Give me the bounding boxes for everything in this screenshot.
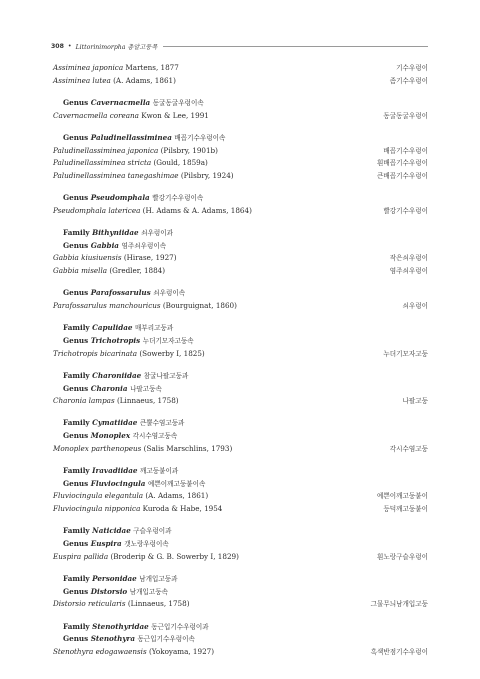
genus-heading xyxy=(53,633,428,646)
genus-heading xyxy=(53,240,428,253)
korean-name: 동근입기수우렁이속 xyxy=(137,635,195,644)
species-entry xyxy=(53,395,428,408)
family-heading xyxy=(53,370,428,383)
rank-label: Family xyxy=(63,418,90,428)
author-citation: (Hirase, 1927) xyxy=(123,253,177,263)
page-number: 308 xyxy=(51,42,64,50)
korean-common-name: 염주쇠우렁이 xyxy=(389,267,428,276)
taxon-name: Parafossarulus xyxy=(90,288,151,298)
taxon-name: Naticidae xyxy=(92,526,131,536)
scientific-name: Stenothyra edogawaensis xyxy=(53,647,147,657)
species-entry xyxy=(53,110,428,123)
rank-label: Family xyxy=(63,466,90,476)
taxon-name: Fluviocingula xyxy=(90,478,146,488)
scientific-name: Assiminea japonica xyxy=(53,63,124,72)
taxon-name: Bithyniidae xyxy=(92,228,139,238)
block-gap xyxy=(53,360,428,370)
genus-heading xyxy=(53,192,428,205)
species-name-author xyxy=(53,443,232,455)
author-citation: (A. Adams, 1861) xyxy=(113,75,176,85)
rank-label: Genus xyxy=(63,431,89,441)
genus-heading xyxy=(53,335,428,348)
korean-common-name: 각시수염고둥 xyxy=(389,444,428,453)
author-citation: (Pilsbry, 1901b) xyxy=(160,145,218,155)
korean-name: 매부리고둥과 xyxy=(135,324,174,333)
author-citation: (Pilsbry, 1924) xyxy=(180,170,234,180)
scientific-name: Gabbia kiusiuensis xyxy=(53,253,122,263)
author-citation: (Salis Marschlins, 1793) xyxy=(143,443,233,453)
block-gap xyxy=(53,278,428,288)
genus-heading xyxy=(53,383,428,396)
author-citation: (Gredler, 1884) xyxy=(109,266,166,276)
korean-name: 누더기모자고둥속 xyxy=(142,336,194,345)
family-heading xyxy=(53,322,428,335)
family-heading xyxy=(53,227,428,240)
taxon-name: Charoniidae xyxy=(92,370,142,380)
block-gap xyxy=(53,516,428,526)
taxon-name: Monoplex xyxy=(90,431,131,441)
korean-common-name: 누더기모자고둥 xyxy=(383,349,428,358)
species-name-author xyxy=(53,75,176,87)
author-citation: Kwon & Lee, 1991 xyxy=(141,110,209,120)
rank-label: Family xyxy=(63,526,90,536)
species-name-author xyxy=(53,646,214,658)
rank-label: Genus xyxy=(63,539,89,549)
family-heading xyxy=(53,573,428,586)
scientific-name: Paludinellassiminea tanegashimae xyxy=(53,170,179,180)
scientific-name: Paludinellassiminea japonica xyxy=(53,145,159,155)
scientific-name: Distorsio reticularis xyxy=(53,599,126,609)
korean-common-name: 그물무늬남개입고둥 xyxy=(370,600,428,609)
scientific-name: Fluviocingula elegantula xyxy=(53,491,144,501)
species-name-author xyxy=(53,157,208,169)
taxon-name: Paludinellassiminea xyxy=(90,132,172,142)
genus-heading xyxy=(53,132,428,145)
genus-heading xyxy=(53,287,428,300)
genus-heading xyxy=(53,97,428,110)
scientific-name: Parafossarulus manchouricus xyxy=(53,301,161,311)
scientific-name: Monoplex parthenopeus xyxy=(53,443,142,453)
family-heading xyxy=(53,525,428,538)
rank-label: Family xyxy=(63,228,90,238)
taxon-name: Capulidae xyxy=(92,323,133,333)
species-entry xyxy=(53,265,428,278)
block-gap xyxy=(53,218,428,228)
taxon-name: Pseudomphala xyxy=(90,193,150,203)
species-name-author xyxy=(53,265,165,277)
species-name-author xyxy=(53,503,222,515)
genus-heading xyxy=(53,430,428,443)
species-name-author xyxy=(53,252,177,264)
species-entry xyxy=(53,300,428,313)
author-citation: (Bourguignat, 1860) xyxy=(162,301,237,311)
species-name-author xyxy=(53,205,252,217)
block-gap xyxy=(53,408,428,418)
rank-label: Genus xyxy=(63,240,89,250)
taxon-name: Charonia xyxy=(90,383,128,393)
korean-common-name: 나팔고둥 xyxy=(402,397,428,406)
species-name-author xyxy=(53,170,234,182)
taxon-name: Iravadiidae xyxy=(92,466,138,476)
rank-label: Genus xyxy=(63,383,89,393)
korean-name: 동굴동굴우렁이속 xyxy=(152,98,204,107)
korean-common-name: 작은쇠우렁이 xyxy=(389,254,428,263)
species-name-author xyxy=(53,598,190,610)
species-entry xyxy=(53,170,428,183)
rank-label: Genus xyxy=(63,97,89,107)
korean-name: 빨강기수우렁이속 xyxy=(152,194,204,203)
author-citation: (H. Adams & A. Adams, 1864) xyxy=(142,205,252,215)
species-entry xyxy=(53,145,428,158)
author-citation: (Sowerby I, 1825) xyxy=(139,348,205,358)
korean-common-name: 예쁜이깨고둥붙이 xyxy=(377,492,428,501)
block-gap xyxy=(53,456,428,466)
korean-common-name: 흰배꼽기수우렁이 xyxy=(377,159,428,168)
korean-common-name: 쇠우렁이 xyxy=(402,302,428,311)
species-entry xyxy=(53,503,428,516)
scientific-name: Cavernacmella coreana xyxy=(53,110,139,120)
header-separator: • xyxy=(67,42,72,50)
scientific-name: Assiminea lutea xyxy=(53,75,111,85)
author-citation: Martens, 1877 xyxy=(125,63,179,72)
rank-label: Family xyxy=(63,323,90,333)
block-gap xyxy=(53,183,428,193)
korean-name: 큰뿔수염고둥과 xyxy=(139,419,185,428)
author-citation: (Linnaeus, 1758) xyxy=(127,599,190,609)
korean-name: 쇠우렁이속 xyxy=(153,289,186,298)
korean-common-name: 흰노랑구슬우렁이 xyxy=(377,552,428,561)
korean-name: 참굴나팔고둥과 xyxy=(143,371,189,380)
korean-name: 배꼽기수우렁이속 xyxy=(174,133,226,142)
rank-label: Genus xyxy=(63,132,89,142)
running-header xyxy=(51,40,428,52)
scientific-name: Trichotropis bicarinata xyxy=(53,348,138,358)
author-citation: Kuroda & Habe, 1954 xyxy=(142,504,223,514)
species-entry xyxy=(53,157,428,170)
family-heading xyxy=(53,465,428,478)
species-entry xyxy=(53,252,428,265)
scientific-name: Fluviocingula nipponica xyxy=(53,504,141,514)
korean-common-name: 기수우렁이 xyxy=(396,64,428,72)
species-entry xyxy=(53,646,428,659)
species-entry xyxy=(53,62,428,75)
block-gap xyxy=(53,564,428,574)
korean-common-name: 등덕깨고둥붙이 xyxy=(383,505,428,514)
korean-name: 갯노랑우렁이속 xyxy=(124,540,169,549)
species-entry xyxy=(53,348,428,361)
genus-heading xyxy=(53,586,428,599)
taxon-name: Stenothyridae xyxy=(92,621,149,631)
korean-name: 쇠우렁이과 xyxy=(141,229,173,238)
author-citation: (Broderip & G. B. Sowerby I, 1829) xyxy=(110,551,239,561)
header-rule xyxy=(163,46,428,47)
rank-label: Genus xyxy=(63,478,89,488)
block-gap xyxy=(53,87,428,97)
species-name-author xyxy=(53,300,237,312)
korean-common-name: 큰배꼽기수우렁이 xyxy=(377,171,428,180)
author-citation: (Gould, 1859a) xyxy=(153,158,208,168)
genus-heading xyxy=(53,538,428,551)
scientific-name: Gabbia misella xyxy=(53,266,108,276)
korean-common-name: 흑색반점기수우렁이 xyxy=(370,648,428,657)
rank-label: Genus xyxy=(63,634,89,644)
species-entry xyxy=(53,75,428,88)
rank-label: Family xyxy=(63,370,90,380)
scientific-name: Euspira pallida xyxy=(53,551,109,561)
scientific-name: Charonia lampas xyxy=(53,396,115,406)
author-citation: (Yokoyama, 1927) xyxy=(148,647,215,657)
running-title: Littorinimorpha 총알고둥목 xyxy=(75,43,158,51)
block-gap xyxy=(53,611,428,621)
species-name-author xyxy=(53,110,209,122)
species-entry xyxy=(53,443,428,456)
species-name-author xyxy=(53,348,205,360)
taxon-name: Gabbia xyxy=(90,240,119,250)
species-name-author xyxy=(53,490,208,502)
taxon-name: Cymatiidae xyxy=(92,418,138,428)
korean-name: 나팔고둥속 xyxy=(130,384,162,393)
korean-common-name: 빨강기수우렁이 xyxy=(383,206,428,215)
rank-label: Genus xyxy=(63,586,89,596)
taxon-name: Personidae xyxy=(92,574,137,583)
genus-heading xyxy=(53,478,428,491)
rank-label: Family xyxy=(63,621,90,631)
korean-common-name: 동굴동굴우렁이 xyxy=(383,111,428,120)
species-name-author xyxy=(53,551,239,563)
taxon-name: Distorsio xyxy=(90,586,128,596)
species-entry xyxy=(53,205,428,218)
rank-label: Genus xyxy=(63,288,89,298)
taxon-name: Stenothyra xyxy=(90,634,136,644)
species-entry xyxy=(53,490,428,503)
scientific-name: Paludinellassiminea stricta xyxy=(53,158,152,168)
rank-label: Family xyxy=(63,574,90,583)
korean-common-name: 배꼽기수우렁이 xyxy=(383,146,428,155)
korean-name: 깨고둥붙이과 xyxy=(140,467,179,476)
species-entry xyxy=(53,551,428,564)
species-name-author xyxy=(53,62,179,74)
block-gap xyxy=(53,122,428,132)
species-list xyxy=(53,62,428,657)
rank-label: Genus xyxy=(63,193,89,203)
author-citation: (A. Adams, 1861) xyxy=(145,491,209,501)
korean-common-name: 좀기수우렁이 xyxy=(389,76,428,85)
scientific-name: Pseudomphala latericea xyxy=(53,205,141,215)
species-name-author xyxy=(53,395,179,407)
rank-label: Genus xyxy=(63,335,89,345)
korean-name: 각시수염고둥속 xyxy=(132,432,178,441)
taxon-name: Euspira xyxy=(90,539,122,549)
korean-name: 예쁜이깨고둥붙이속 xyxy=(147,479,206,488)
taxon-name: Cavernacmella xyxy=(90,97,151,107)
taxon-name: Trichotropis xyxy=(90,335,141,345)
family-heading xyxy=(53,417,428,430)
author-citation: (Linnaeus, 1758) xyxy=(116,396,179,406)
family-heading xyxy=(53,621,428,634)
korean-name: 동근입기수우렁이과 xyxy=(151,622,209,631)
species-name-author xyxy=(53,145,218,157)
korean-name: 염주쇠우렁이속 xyxy=(121,241,167,250)
block-gap xyxy=(53,313,428,323)
species-entry xyxy=(53,598,428,611)
korean-name: 남개입고둥속 xyxy=(129,587,168,596)
korean-name: 구슬우렁이과 xyxy=(133,527,172,536)
korean-name: 남개입고둥과 xyxy=(139,575,178,583)
